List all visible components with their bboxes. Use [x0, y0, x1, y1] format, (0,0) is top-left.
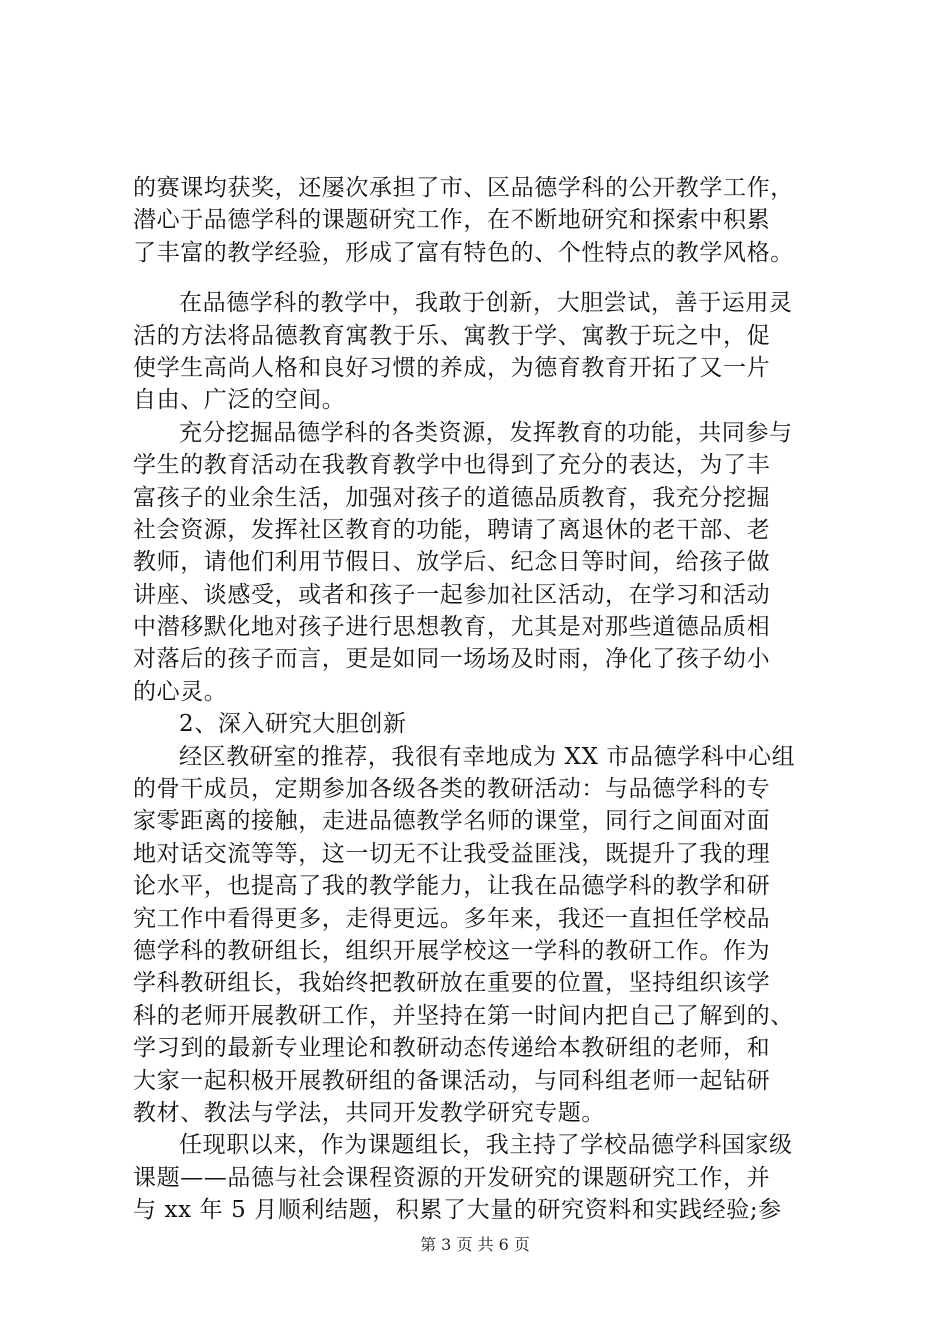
page-footer: 第 3 页 共 6 页	[420, 1235, 530, 1254]
text-line: 使学生高尚人格和良好习惯的养成，为德育教育开拓了又一片	[133, 354, 771, 381]
text-line: 课题——品德与社会课程资源的开发研究的课题研究工作，并	[133, 1164, 771, 1191]
text-line: 学科教研组长，我始终把教研放在重要的位置，坚持组织该学	[133, 970, 771, 997]
text-line: 了丰富的教学经验，形成了富有特色的、个性特点的教学风格。	[133, 239, 794, 266]
text-line: 教材、教法与学法，共同开发教学研究专题。	[133, 1099, 605, 1126]
text-line: 的心灵。	[133, 678, 228, 705]
paragraph	[133, 172, 853, 269]
paragraph	[133, 287, 853, 417]
text-line: 对落后的孩子而言，更是如同一场场及时雨，净化了孩子幼小	[133, 646, 771, 673]
text-line: 中潜移默化地对孩子进行思想教育，尤其是对那些道德品质相	[133, 614, 771, 641]
text-line: 论水平，也提高了我的教学能力，让我在品德学科的教学和研	[133, 873, 771, 900]
text-line: 的赛课均获奖，还屡次承担了市、区品德学科的公开教学工作，	[133, 175, 794, 201]
text-line: 富孩子的业余生活，加强对孩子的道德品质教育，我充分挖掘	[133, 484, 771, 511]
text-line: 社会资源，发挥社区教育的功能，聘请了离退休的老干部、老	[133, 516, 771, 543]
text-line: 在品德学科的教学中，我敢于创新，大胆尝试，善于运用灵	[179, 290, 793, 317]
text-line: 的骨干成员，定期参加各级各类的教研活动：与品德学科的专	[133, 776, 771, 803]
text-line: 2、深入研究大胆创新	[179, 711, 407, 738]
text-line: 大家一起积极开展教研组的备课活动，与同科组老师一起钻研	[133, 1067, 771, 1094]
text-line: 自由、广泛的空间。	[133, 387, 346, 414]
text-line: 学生的教育活动在我教育教学中也得到了充分的表达，为了丰	[133, 452, 771, 479]
text-line: 德学科的教研组长，组织开展学校这一学科的教研工作。作为	[133, 937, 771, 964]
text-line: 学习到的最新专业理论和教研动态传递给本教研组的老师，和	[133, 1035, 771, 1062]
text-line: 与 xx 年 5 月顺利结题，积累了大量的研究资料和实践经验;参	[133, 1197, 782, 1224]
text-line: 究工作中看得更多，走得更远。多年来，我还一直担任学校品	[133, 905, 771, 932]
paragraph-gap	[133, 269, 853, 287]
text-line: 讲座、谈感受，或者和孩子一起参加社区活动，在学习和活动	[133, 581, 771, 608]
document-body	[133, 172, 853, 1227]
paragraph	[133, 741, 853, 1130]
paragraph	[133, 708, 853, 740]
text-line: 任现职以来，作为课题组长，我主持了学校品德学科国家级	[179, 1132, 793, 1159]
paragraph	[133, 1129, 853, 1226]
text-line: 科的老师开展教研工作，并坚持在第一时间内把自己了解到的、	[133, 1002, 794, 1029]
text-line: 活的方法将品德教育寓教于乐、寓教于学、寓教于玩之中，促	[133, 322, 771, 349]
paragraph	[133, 417, 853, 709]
text-line: 地对话交流等等，这一切无不让我受益匪浅，既提升了我的理	[133, 840, 771, 867]
text-line: 充分挖掘品德学科的各类资源，发挥教育的功能，共同参与	[179, 419, 793, 446]
text-line: 家零距离的接触，走进品德教学名师的课堂，同行之间面对面	[133, 808, 771, 835]
text-line: 教师，请他们利用节假日、放学后、纪念日等时间，给孩子做	[133, 549, 771, 576]
text-line: 潜心于品德学科的课题研究工作，在不断地研究和探索中积累	[133, 207, 771, 234]
text-line: 经区教研室的推荐，我很有幸地成为 XX 市品德学科中心组	[179, 743, 796, 770]
